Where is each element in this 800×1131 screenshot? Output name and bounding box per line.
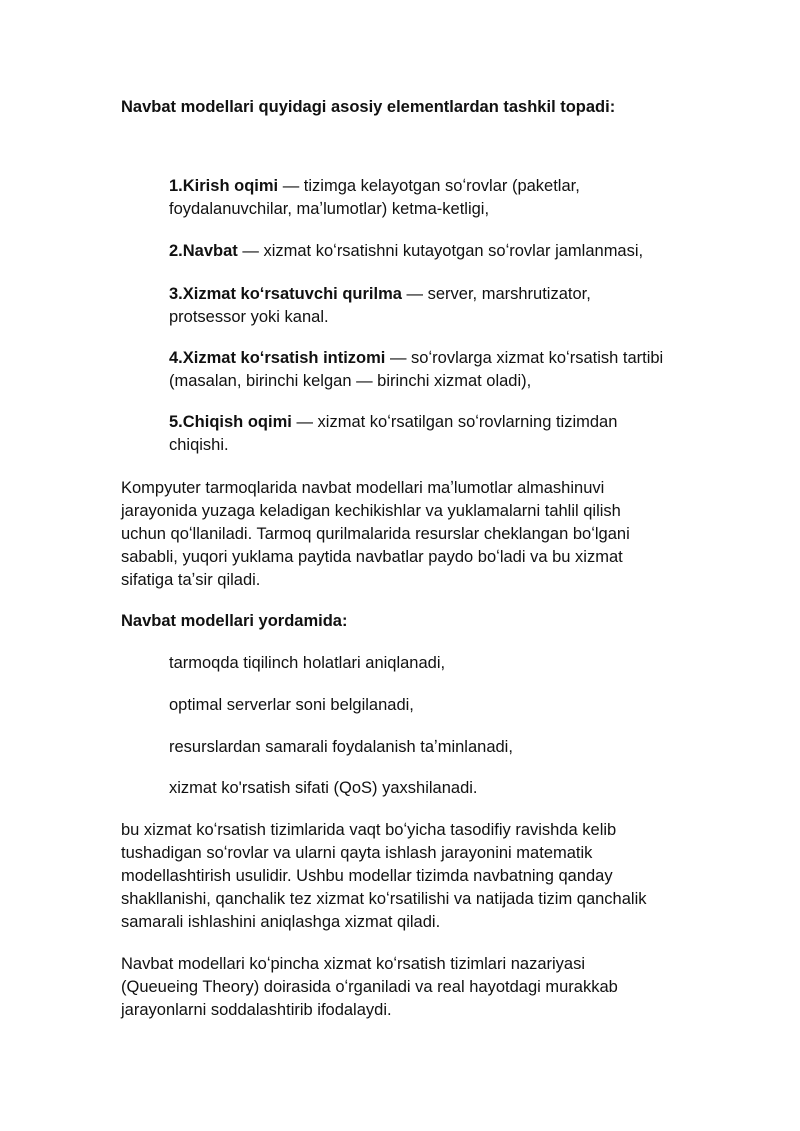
list-item-2-desc: — xizmat koʻrsatishni kutayotgan soʻrovlar jamlanmasi, [237, 242, 644, 260]
help-item-2: optimal serverlar soni belgilanadi, [169, 696, 414, 714]
list-item-4-line1 [169, 347, 663, 370]
list-item-3-line1 [169, 283, 591, 306]
para1-line3: uchun qoʻllaniladi. Tarmoq qurilmalarida resurslar cheklangan boʻlgani [121, 525, 630, 543]
help-item-3: resurslardan samarali foydalanish taʼminlanadi, [169, 738, 513, 756]
para1-line4: sababli, yuqori yuklama paytida navbatlar paydo boʻladi va bu xizmat [121, 548, 623, 566]
list-item-4-line2: (masalan, birinchi kelgan — birinchi xizmat oladi), [169, 372, 532, 390]
list-item-5-num: 5. [169, 413, 183, 431]
list-item-4-num: 4. [169, 349, 183, 367]
para3-line2: (Queueing Theory) doirasida oʻrganiladi va real hayotdagi murakkab [121, 978, 618, 996]
list-item-4-term: Xizmat koʻrsatish intizomi [182, 349, 386, 367]
para2-line2: tushadigan soʻrovlar va ularni qayta ishlash jarayonini matematik [121, 844, 593, 862]
para1-line5: sifatiga taʼsir qiladi. [121, 571, 261, 589]
para3-line1: Navbat modellari koʻpincha xizmat koʻrsatish tizimlari nazariyasi [121, 955, 585, 973]
list-item-1-line1 [169, 175, 580, 198]
list-item-3-num: 3.X [169, 285, 194, 303]
help-item-4: xizmat ko'rsatish sifati (QoS) yaxshilanadi. [169, 779, 478, 797]
help-item-1: tarmoqda tiqilinch holatlari aniqlanadi, [169, 654, 446, 672]
main-heading: Navbat modellari quyidagi asosiy elementlardan tashkil topadi: [121, 98, 616, 116]
para2-line3: modellashtirish usulidir. Ushbu modellar tizimda navbatning qanday [121, 867, 613, 885]
list-item-3-line2: protsessor yoki kanal. [169, 308, 329, 326]
para2-line5: samarali ishlashini aniqlashga xizmat qiladi. [121, 913, 441, 931]
list-item-5-term: Chiqish oqimi [182, 413, 292, 431]
list-item-2-line1 [169, 240, 643, 263]
para1-line1: Kompyuter tarmoqlarida navbat modellari maʼlumotlar almashinuvi [121, 479, 605, 497]
list-item-4-desc: — soʻrovlarga xizmat koʻrsatish tartibi [385, 349, 664, 367]
list-item-5-line2: chiqishi. [169, 436, 229, 454]
list-item-1-num: 1. [169, 177, 183, 195]
list-item-1-term: Kirish oqimi [182, 177, 279, 195]
list-item-2-term: Navbat [182, 242, 238, 260]
para1-line2: jarayonida yuzaga keladigan kechikishlar va yuklamalarni tahlil qilish [121, 502, 621, 520]
list-item-2-num: 2. [169, 242, 183, 260]
para2-line4: shakllanishi, qanchalik tez xizmat koʻrsatilishi va natijada tizim qanchalik [121, 890, 647, 908]
help-heading: Navbat modellari yordamida: [121, 612, 348, 630]
para3-line3: jarayonlarni soddalashtirib ifodalaydi. [121, 1001, 392, 1019]
list-item-3-term: izmat koʻrsatuvchi qurilma [193, 285, 402, 303]
para2-line1: bu xizmat koʻrsatish tizimlarida vaqt boʻyicha tasodifiy ravishda kelib [121, 821, 617, 839]
list-item-3-desc: — server, marshrutizator, [401, 285, 591, 303]
list-item-5-desc: — xizmat koʻrsatilgan soʻrovlarning tizimdan [291, 413, 618, 431]
list-item-1-line2: foydalanuvchilar, maʼlumotlar) ketma-ketligi, [169, 200, 490, 218]
list-item-5-line1 [169, 411, 617, 434]
list-item-1-desc: — tizimga kelayotgan soʻrovlar (paketlar, [278, 177, 580, 195]
